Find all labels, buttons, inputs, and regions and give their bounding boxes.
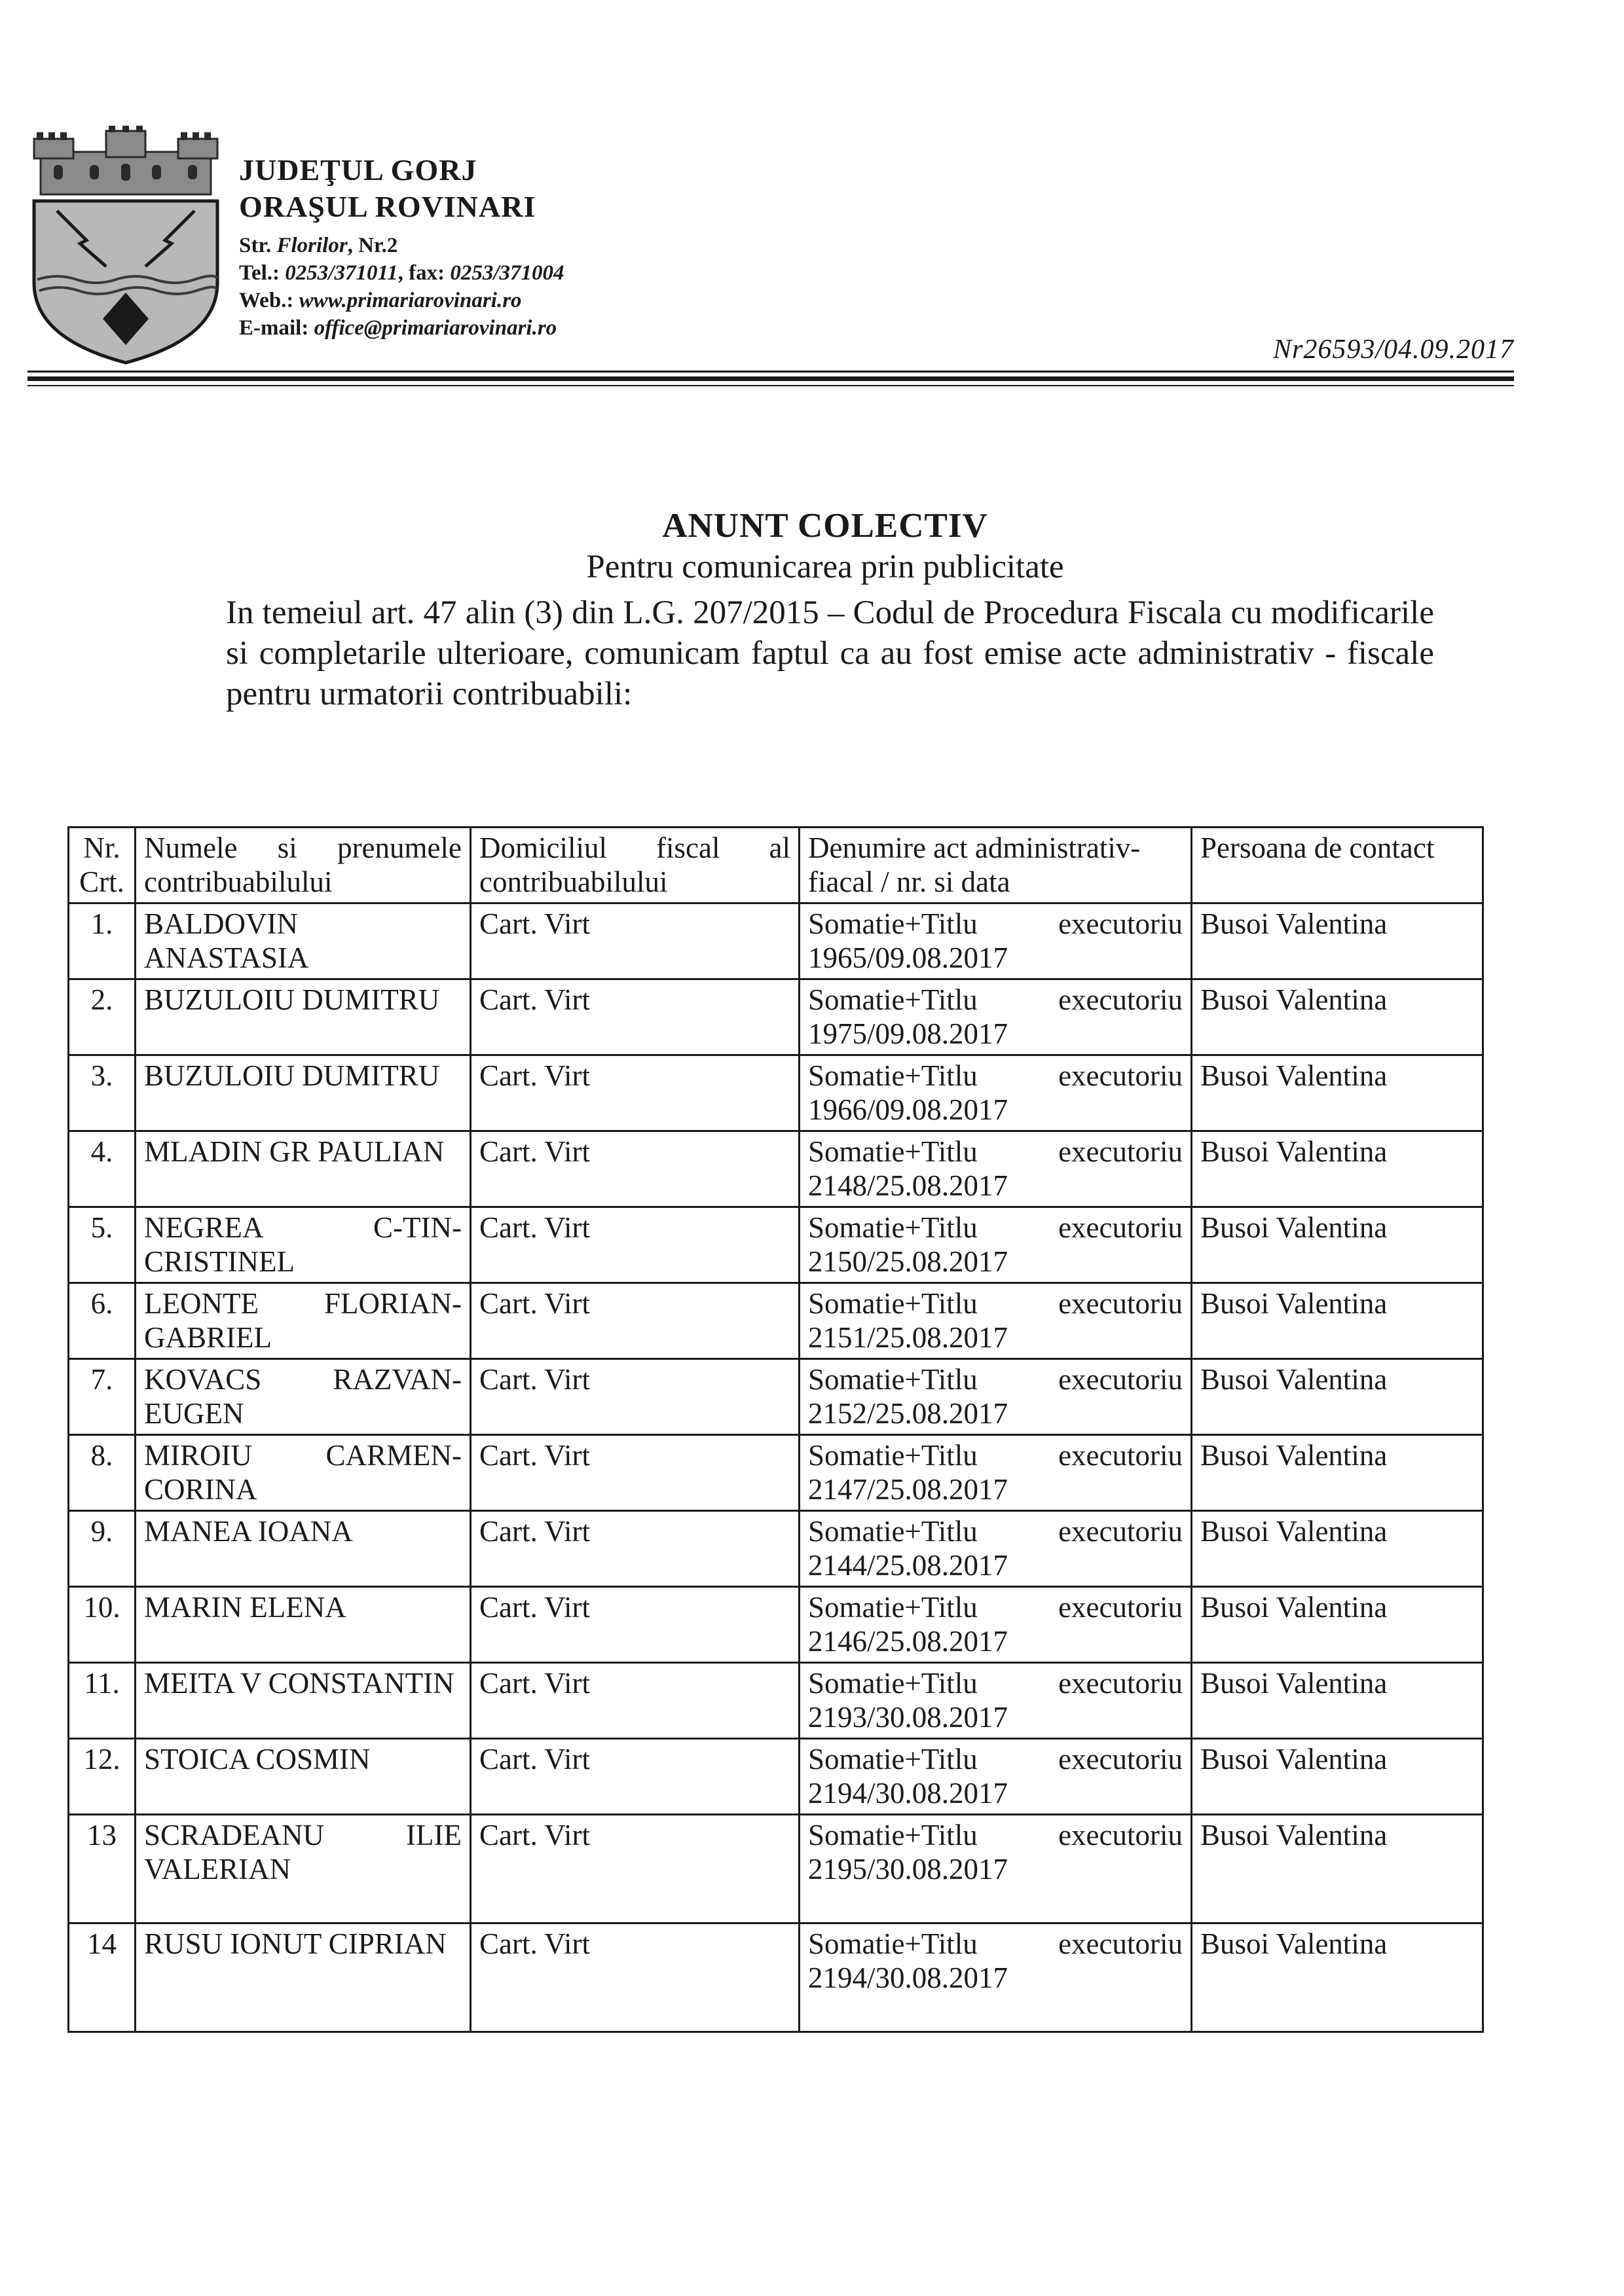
taxpayer-name-part1: SCRADEANU: [144, 1819, 325, 1851]
act-type-part2: executoriu: [1058, 1743, 1183, 1776]
taxpayer-name: [136, 903, 471, 979]
table-row: [69, 1663, 1483, 1739]
phone-line: [239, 259, 564, 287]
county-name: JUDEŢUL GORJ: [239, 153, 477, 187]
header-name-line2: contribuabilului: [144, 866, 333, 898]
act-type-part1: Somatie+Titlu: [808, 1439, 978, 1472]
taxpayer-name: [136, 1131, 471, 1207]
taxpayer-name: [136, 1207, 471, 1283]
administrative-act: [800, 1435, 1192, 1511]
town-name: ORAŞUL ROVINARI: [239, 190, 536, 223]
act-type-part2: executoriu: [1058, 1591, 1183, 1624]
table-row: [69, 1739, 1483, 1815]
header-domicile-line1: [479, 831, 790, 865]
taxpayer-name: [136, 1359, 471, 1435]
row-number: 8.: [69, 1435, 136, 1511]
administrative-act: [800, 903, 1192, 979]
header-nr-line1: Nr.: [83, 831, 120, 864]
act-number-date: 2147/25.08.2017: [808, 1473, 1008, 1506]
contact-person: Busoi Valentina: [1192, 903, 1483, 979]
act-number-date: 2194/30.08.2017: [808, 1777, 1008, 1810]
administrative-act: [800, 1815, 1192, 1923]
taxpayer-name-line2: VALERIAN: [144, 1853, 291, 1886]
contact-person: Busoi Valentina: [1192, 1283, 1483, 1359]
act-type-part2: executoriu: [1058, 1211, 1183, 1244]
act-type-part1: Somatie+Titlu: [808, 1591, 978, 1624]
act-number-date: 2148/25.08.2017: [808, 1169, 1008, 1202]
taxpayer-name-line1: RUSU IONUT CIPRIAN: [144, 1927, 447, 1960]
taxpayer-name: [136, 1511, 471, 1587]
row-number: 12.: [69, 1739, 136, 1815]
fiscal-domicile: Cart. Virt: [471, 1511, 800, 1587]
address-line: [239, 232, 564, 259]
act-number-date: 1966/09.08.2017: [808, 1093, 1008, 1126]
address-number: , Nr.2: [347, 234, 398, 257]
contact-person: Busoi Valentina: [1192, 1739, 1483, 1815]
taxpayer-name-line1: MARIN ELENA: [144, 1591, 346, 1624]
taxpayer-name-line1: [144, 1818, 462, 1852]
taxpayer-name: [136, 1923, 471, 2032]
row-number: 1.: [69, 903, 136, 979]
act-type: [808, 1590, 1183, 1624]
act-type: [808, 1059, 1183, 1093]
table-row: [69, 1283, 1483, 1359]
contact-person: Busoi Valentina: [1192, 1587, 1483, 1663]
taxpayer-name: [136, 1283, 471, 1359]
table-row: [69, 1207, 1483, 1283]
act-type-part1: Somatie+Titlu: [808, 1287, 978, 1320]
act-type: [808, 1666, 1183, 1700]
taxpayer-name-line1: [144, 1362, 462, 1396]
fax-number: 0253/371004: [450, 261, 564, 285]
administrative-act: [800, 1359, 1192, 1435]
header-domicile-word1: Domiciliul: [479, 831, 607, 864]
taxpayer-name-line1: [144, 1438, 462, 1472]
taxpayer-name: [136, 1587, 471, 1663]
header-name-word3: prenumele: [337, 831, 462, 864]
header-contact: Persoana de contact: [1192, 828, 1483, 903]
administrative-act: [800, 1923, 1192, 2032]
header-act-line1: Denumire act administrativ-: [808, 831, 1141, 864]
title-block: [216, 504, 1434, 587]
act-number-date: 2144/25.08.2017: [808, 1549, 1008, 1582]
fiscal-domicile: Cart. Virt: [471, 1587, 800, 1663]
email-label: E-mail:: [239, 316, 314, 340]
act-type-part2: executoriu: [1058, 907, 1183, 940]
document-number: Nr26593/04.09.2017: [1272, 335, 1514, 365]
address-street: Florilor: [276, 234, 348, 257]
fiscal-domicile: Cart. Virt: [471, 1923, 800, 2032]
act-number-date: 2193/30.08.2017: [808, 1701, 1008, 1734]
fax-label: , fax:: [397, 261, 451, 285]
header-name: [136, 828, 471, 903]
header-act: [800, 828, 1192, 903]
header-nr: [69, 828, 136, 903]
act-number-date: 2150/25.08.2017: [808, 1245, 1008, 1278]
taxpayer-name-part2: CARMEN-: [325, 1439, 462, 1472]
administrative-act: [800, 1511, 1192, 1587]
act-type-part2: executoriu: [1058, 983, 1183, 1016]
administrative-act: [800, 1283, 1192, 1359]
taxpayer-name: [136, 1435, 471, 1511]
fiscal-domicile: Cart. Virt: [471, 1283, 800, 1359]
act-type-part2: executoriu: [1058, 1135, 1183, 1168]
page-subtitle: Pentru comunicarea prin publicitate: [586, 549, 1064, 585]
contact-person: Busoi Valentina: [1192, 1131, 1483, 1207]
act-type-part1: Somatie+Titlu: [808, 983, 978, 1016]
taxpayer-name-line1: MANEA IOANA: [144, 1515, 353, 1548]
email-link[interactable]: office@primariarovinari.ro: [314, 316, 557, 340]
taxpayer-name-line1: [144, 1286, 462, 1321]
taxpayer-name-line1: STOICA COSMIN: [144, 1743, 371, 1776]
act-type: [808, 1135, 1183, 1169]
table-row: [69, 1359, 1483, 1435]
act-number-date: 2151/25.08.2017: [808, 1321, 1008, 1354]
taxpayer-name-part1: NEGREA: [144, 1211, 264, 1244]
phone-label: Tel.:: [239, 261, 286, 285]
act-type: [808, 1362, 1183, 1396]
act-number-date: 2152/25.08.2017: [808, 1397, 1008, 1430]
act-type-part1: Somatie+Titlu: [808, 1819, 978, 1851]
taxpayer-name: [136, 1739, 471, 1815]
header-act-line2: fiacal / nr. si data: [808, 866, 1010, 898]
contact-person: Busoi Valentina: [1192, 979, 1483, 1055]
page-title: ANUNT COLECTIV: [662, 507, 988, 545]
taxpayer-name-line2: GABRIEL: [144, 1321, 272, 1354]
letterhead: [239, 152, 564, 342]
act-type: [808, 1818, 1183, 1852]
row-number: 13: [69, 1815, 136, 1923]
row-number: 2.: [69, 979, 136, 1055]
act-type-part1: Somatie+Titlu: [808, 1927, 978, 1960]
taxpayer-name-part1: LEONTE: [144, 1287, 259, 1320]
contact-person: Busoi Valentina: [1192, 1923, 1483, 2032]
act-number-date: 2195/30.08.2017: [808, 1853, 1008, 1886]
fiscal-domicile: Cart. Virt: [471, 1739, 800, 1815]
contact-person: Busoi Valentina: [1192, 1435, 1483, 1511]
table-header-row: [69, 828, 1483, 903]
table-row: [69, 1131, 1483, 1207]
act-type: [808, 1438, 1183, 1472]
act-type-part1: Somatie+Titlu: [808, 1059, 978, 1092]
taxpayer-name: [136, 1663, 471, 1739]
contact-person: Busoi Valentina: [1192, 1359, 1483, 1435]
contact-person: Busoi Valentina: [1192, 1055, 1483, 1131]
act-type-part2: executoriu: [1058, 1667, 1183, 1700]
administrative-act: [800, 1663, 1192, 1739]
act-number-date: 2146/25.08.2017: [808, 1625, 1008, 1658]
act-type-part2: executoriu: [1058, 1287, 1183, 1320]
fiscal-domicile: Cart. Virt: [471, 1435, 800, 1511]
act-type-part1: Somatie+Titlu: [808, 1135, 978, 1168]
act-type-part2: executoriu: [1058, 1515, 1183, 1548]
header-name-word1: Numele: [144, 831, 238, 864]
intro-paragraph: In temeiul art. 47 alin (3) din L.G. 207/2015 – Codul de Procedura Fiscala cu modificarile si completarile ulterioare, comunicam faptul ca au fost emise acte administrativ - fiscale pentru urmatorii contribuabili:: [226, 594, 1434, 712]
web-link[interactable]: www.primariarovinari.ro: [299, 289, 522, 312]
act-type-part2: executoriu: [1058, 1439, 1183, 1472]
table-row: [69, 979, 1483, 1055]
act-type: [808, 1211, 1183, 1245]
header-domicile-line2: contribuabilului: [479, 866, 668, 898]
fiscal-domicile: Cart. Virt: [471, 979, 800, 1055]
administrative-act: [800, 979, 1192, 1055]
act-type: [808, 983, 1183, 1017]
taxpayer-name-line2: EUGEN: [144, 1397, 244, 1430]
taxpayer-name-line2: CORINA: [144, 1473, 257, 1506]
address-label: Str.: [239, 234, 277, 257]
row-number: 9.: [69, 1511, 136, 1587]
act-type-part1: Somatie+Titlu: [808, 1363, 978, 1396]
taxpayer-name-line1: MLADIN GR PAULIAN: [144, 1135, 445, 1168]
header-name-word2: si: [277, 831, 297, 864]
taxpayer-name: [136, 1815, 471, 1923]
header-domicile-word2: fiscal: [656, 831, 720, 864]
act-type: [808, 1927, 1183, 1961]
taxpayer-name-line1: MEITA V CONSTANTIN: [144, 1667, 454, 1700]
fiscal-domicile: Cart. Virt: [471, 1815, 800, 1923]
taxpayer-name-part1: MIROIU: [144, 1439, 252, 1472]
table-row: [69, 1815, 1483, 1923]
taxpayers-table: [67, 826, 1484, 2033]
header-domicile-word3: al: [769, 831, 790, 864]
header-domicile: [471, 828, 800, 903]
table-row: [69, 1923, 1483, 2032]
contact-person: Busoi Valentina: [1192, 1663, 1483, 1739]
town-coat-of-arms: [28, 126, 224, 365]
act-type-part1: Somatie+Titlu: [808, 1515, 978, 1548]
table-row: [69, 1055, 1483, 1131]
taxpayer-name-line1: BUZULOIU DUMITRU: [144, 983, 440, 1016]
header-divider-bottom: [28, 385, 1514, 386]
taxpayer-name-part2: ILIE: [406, 1819, 462, 1851]
taxpayer-name-part1: KOVACS: [144, 1363, 262, 1396]
taxpayer-name-part2: C-TIN-: [373, 1211, 462, 1244]
fiscal-domicile: Cart. Virt: [471, 1663, 800, 1739]
administrative-act: [800, 1587, 1192, 1663]
row-number: 3.: [69, 1055, 136, 1131]
act-type-part1: Somatie+Titlu: [808, 1667, 978, 1700]
header-name-line1: [144, 831, 462, 865]
taxpayer-name: [136, 1055, 471, 1131]
row-number: 5.: [69, 1207, 136, 1283]
row-number: 10.: [69, 1587, 136, 1663]
administrative-act: [800, 1055, 1192, 1131]
fiscal-domicile: Cart. Virt: [471, 1207, 800, 1283]
email-line: [239, 314, 564, 342]
act-type: [808, 1742, 1183, 1776]
taxpayer-name-line2: CRISTINEL: [144, 1245, 295, 1278]
act-type-part1: Somatie+Titlu: [808, 1211, 978, 1244]
header-divider-top: [28, 371, 1514, 373]
act-type: [808, 907, 1183, 941]
web-line: [239, 287, 564, 314]
table-row: [69, 1511, 1483, 1587]
act-number-date: 1975/09.08.2017: [808, 1017, 1008, 1050]
contact-person: Busoi Valentina: [1192, 1511, 1483, 1587]
taxpayer-name: [136, 979, 471, 1055]
row-number: 7.: [69, 1359, 136, 1435]
act-type-part2: executoriu: [1058, 1059, 1183, 1092]
act-type: [808, 1286, 1183, 1321]
act-number-date: 1965/09.08.2017: [808, 941, 1008, 974]
act-type-part2: executoriu: [1058, 1363, 1183, 1396]
header-nr-line2: Crt.: [79, 866, 124, 898]
act-number-date: 2194/30.08.2017: [808, 1961, 1008, 1994]
contact-person: Busoi Valentina: [1192, 1207, 1483, 1283]
taxpayer-name-line2: ANASTASIA: [144, 941, 309, 974]
act-type-part1: Somatie+Titlu: [808, 1743, 978, 1776]
fiscal-domicile: Cart. Virt: [471, 1055, 800, 1131]
act-type-part1: Somatie+Titlu: [808, 907, 978, 940]
fiscal-domicile: Cart. Virt: [471, 1359, 800, 1435]
phone-number: 0253/371011: [285, 261, 398, 285]
act-type-part2: executoriu: [1058, 1819, 1183, 1851]
table-row: [69, 1435, 1483, 1511]
fiscal-domicile: Cart. Virt: [471, 1131, 800, 1207]
taxpayer-name-line1: BALDOVIN: [144, 907, 298, 940]
contact-person: Busoi Valentina: [1192, 1815, 1483, 1923]
act-type: [808, 1514, 1183, 1548]
row-number: 6.: [69, 1283, 136, 1359]
taxpayer-name-line1: [144, 1211, 462, 1245]
row-number: 11.: [69, 1663, 136, 1739]
act-type-part2: executoriu: [1058, 1927, 1183, 1960]
row-number: 4.: [69, 1131, 136, 1207]
web-label: Web.:: [239, 289, 299, 312]
taxpayer-name-part2: FLORIAN-: [324, 1287, 462, 1320]
row-number: 14: [69, 1923, 136, 2032]
taxpayer-name-line1: BUZULOIU DUMITRU: [144, 1059, 440, 1092]
table-row: [69, 903, 1483, 979]
administrative-act: [800, 1207, 1192, 1283]
administrative-act: [800, 1131, 1192, 1207]
administrative-act: [800, 1739, 1192, 1815]
header-divider-middle: [28, 376, 1514, 381]
table-row: [69, 1587, 1483, 1663]
taxpayer-name-part2: RAZVAN-: [333, 1363, 462, 1396]
fiscal-domicile: Cart. Virt: [471, 903, 800, 979]
